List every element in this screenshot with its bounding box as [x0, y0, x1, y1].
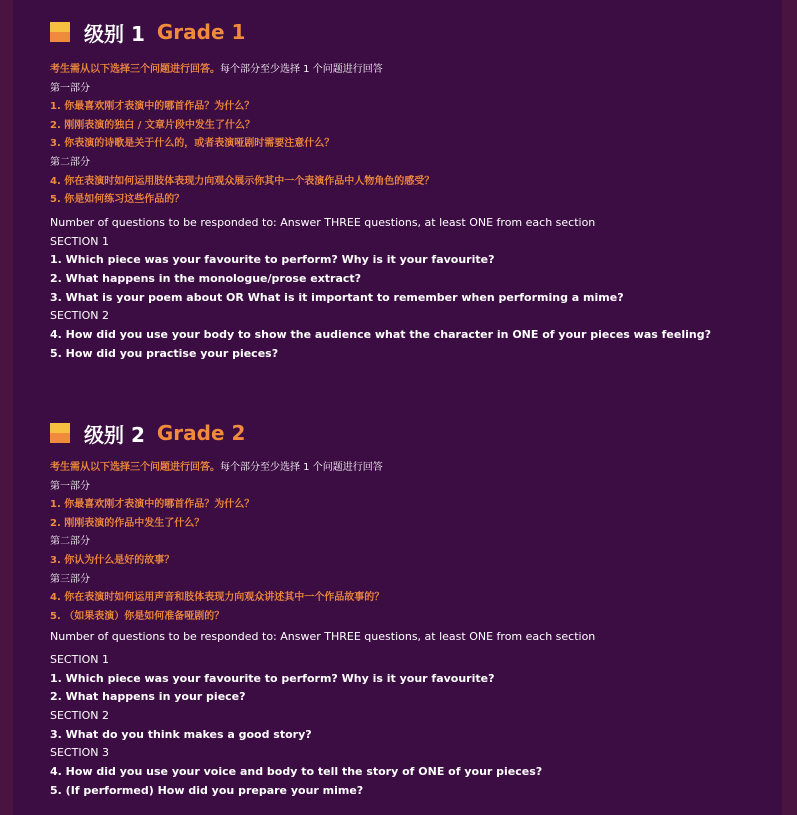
grade2-q1-en: 1. Which piece was your favourite to perform? Why is it your favourite?	[50, 671, 495, 685]
grade1-section1-en: SECTION 1	[50, 234, 109, 248]
grade1-heading	[50, 17, 245, 47]
grade2-en-questions	[50, 651, 542, 801]
grade2-title-en: Grade 2	[156, 421, 246, 445]
grade1-title-zh: 级别 1	[84, 21, 145, 46]
grade2-q2-zh: 2. 刚刚表演的作品中发生了什么？	[50, 517, 205, 529]
grade1-q3-zh: 3. 你表演的诗歌是关于什么的，或者表演哑剧时需要注意什么？	[50, 138, 335, 150]
grade2-intro-zh-rest: 每个部分至少选择 1 个问题进行回答	[220, 462, 383, 473]
grade1-q1-en: 1. Which piece was your favourite to perform? Why is it your favourite?	[50, 253, 495, 267]
grade2-intro-zh	[50, 459, 384, 478]
grade2-en-intro-block	[50, 628, 595, 647]
grade2-section2-en: SECTION 2	[50, 709, 109, 723]
grade2-section1-zh: 第一部分	[50, 480, 90, 492]
grade2-q2-en: 2. What happens in your piece?	[50, 690, 246, 704]
square-bullet-icon	[50, 22, 70, 42]
grade1-q2-zh: 2. 刚刚表演的独白 / 文章片段中发生了什么？	[50, 119, 255, 131]
grade2-q1-zh: 1. 你最喜欢刚才表演中的哪首作品？为什么？	[50, 499, 255, 511]
grade1-q5-zh: 5. 你是如何练习这些作品的？	[50, 194, 185, 206]
grade1-intro-zh-bold: 考生需从以下选择三个问题进行回答。	[50, 64, 220, 75]
grade2-section2-zh: 第二部分	[50, 536, 90, 548]
grade1-en-questions	[50, 214, 711, 364]
grade2-section3-en: SECTION 3	[50, 746, 109, 760]
grade1-intro-zh	[50, 61, 434, 80]
grade2-intro-zh-bold: 考生需从以下选择三个问题进行回答。	[50, 462, 220, 473]
grade2-q5-en: 5. (If performed) How did you prepare your mime?	[50, 783, 364, 797]
grade1-title-en: Grade 1	[156, 20, 246, 44]
grade1-zh-questions	[50, 61, 434, 210]
grade2-section3-zh: 第三部分	[50, 573, 90, 585]
grade1-q4-zh: 4. 你在表演时如何运用肢体表现力向观众展示你其中一个表演作品中人物角色的感受？	[50, 175, 435, 187]
grade2-intro-en: Number of questions to be responded to: Answer THREE questions, at least ONE from each section	[50, 630, 596, 643]
grade2-title-zh: 级别 2	[84, 422, 145, 447]
grade2-section1-en: SECTION 1	[50, 653, 109, 666]
grade1-intro-zh-rest: 每个部分至少选择 1 个问题进行回答	[220, 64, 383, 75]
grade2-zh-questions	[50, 459, 384, 626]
grade2-q4-zh: 4. 你在表演时如何运用声音和肢体表现力向观众讲述其中一个作品故事的？	[50, 592, 385, 604]
grade1-q4-en: 4. How did you use your body to show the audience what the character in ONE of your pieces was feeling?	[50, 328, 711, 342]
grade1-q1-zh: 1. 你最喜欢刚才表演中的哪首作品？为什么？	[50, 101, 255, 113]
grade2-q5-zh: 5. （如果表演）你是如何准备哑剧的？	[50, 610, 225, 622]
grade2-q4-en: 4. How did you use your voice and body to tell the story of ONE of your pieces?	[50, 765, 543, 779]
square-bullet-icon	[50, 423, 70, 443]
grade1-section2-zh: 第二部分	[50, 156, 90, 168]
grade1-intro-en: Number of questions to be responded to: Answer THREE questions, at least ONE from each section	[50, 216, 596, 229]
grade1-q5-en: 5. How did you practise your pieces?	[50, 346, 279, 360]
grade2-q3-zh: 3. 你认为什么是好的故事？	[50, 554, 175, 566]
grade2-q3-en: 3. What do you think makes a good story?	[50, 727, 312, 741]
grade1-q2-en: 2. What happens in the monologue/prose extract?	[50, 272, 362, 286]
grade2-heading	[50, 418, 245, 448]
grade1-q3-en: 3. What is your poem about OR What is it important to remember when performing a mime?	[50, 290, 624, 304]
grade1-section1-zh: 第一部分	[50, 82, 90, 94]
grade1-section2-en: SECTION 2	[50, 309, 109, 323]
